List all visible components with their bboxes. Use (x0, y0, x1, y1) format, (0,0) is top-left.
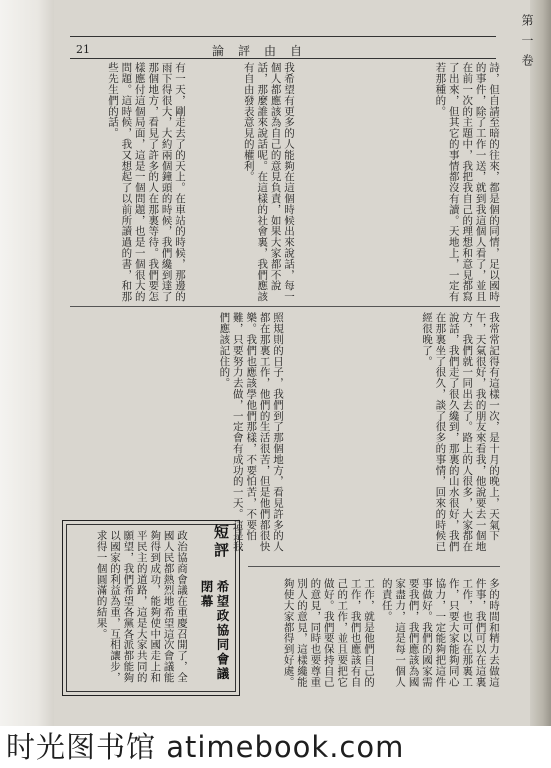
section-divider-bottom (248, 566, 500, 567)
middle-left-column: 照規則的日子，我們到了那個地方，看見許多的人都在那裏工作，他們的生活很苦，但是他們都很快樂。我們也應該學他們那樣，不要怕苦，不要怕難，只要努力去做，一定會有成功的一天。這是我們應該記住的。 (218, 312, 284, 552)
watermark-strip (0, 726, 551, 768)
volume-label: 第一卷 (520, 14, 534, 74)
header-rule-bottom (70, 58, 496, 59)
header-rule-top (70, 36, 496, 37)
page-binding-shadow (530, 0, 551, 726)
page-number: 21 (76, 43, 90, 56)
top-right-column: 詩，但自請至暗的往來，都是個的同情，足以國時的事件，除了工作一送，就到我這個人看了，並且在前一次的主題中，我把我自己的理想和意見都寫了出來，但其它的事情都沒有讀。天地上，一定有若那種的。 (434, 62, 500, 302)
commentary-body: 政治協商會議在重慶召開了，全國人民都熱烈地希望這次會議能夠得到成功，能夠使中國走上和平民主的道路，這是大家共同的願望，我們希望各黨各派都能夠以國家的利益為重，互相讓步，求得一個圓滿的結果。 (95, 530, 188, 683)
commentary-label: 短評 (212, 524, 230, 560)
watermark-text: 时光图书馆 atimebook.com (6, 730, 405, 764)
top-left-column: 有一天，剛走去了的天上。在車站的時候，那邊的雨下得很大，大約兩個鐘頭的時候，我們纔到達了那個地方，看見了許多的人在那裏等待。我們要怎樣應付這個局面，這是一個問題，也是一個很大的問題。這時候，我又想起了以前所讀過的書，和那些先生們的話。 (106, 62, 186, 302)
top-middle-column: 我希望有更多的人能夠在這個時候出來說話，每一個人都應該為自己的意見負責，如果大家都不說話，那麼誰來說話呢。在這樣的社會裏，我們應該有自由發表意見的權利。 (242, 62, 295, 302)
page-left-margin (0, 0, 54, 726)
middle-right-column: 我常常記得有這樣一次，是十月的晚上，天氣下午，天氣很好，我的朋友來看我，他說要去一個地方，我們就一同出去了。路上的人很多，大家都在說話，我們走了很久纔到，那裏的山水很好，我們在那裏坐了很久，談了很多的事情，回來的時候已經很晚了。 (420, 312, 500, 552)
bottom-right-column: 多的時間和精力去做這件事，我們可以在這裏工作，也可以在那裏工作，只要大家能夠同心協力，一定能夠把這件事做好。我們的國家需要我們，我們應該為國家盡力，這是每一個人的責任。 (380, 578, 500, 687)
commentary-title: 希望政協同會議閉幕 (199, 580, 230, 682)
bottom-middle-column: 工作，就是他們自己的工作，我們也應該有自己的工作，並且要把它做好。我們要保持自己的意見，同時也要尊重別人的意見，這樣纔能夠使大家都得到好處。 (282, 578, 375, 687)
section-divider-top (70, 306, 500, 307)
magazine-title: 論評由自 (212, 44, 317, 58)
